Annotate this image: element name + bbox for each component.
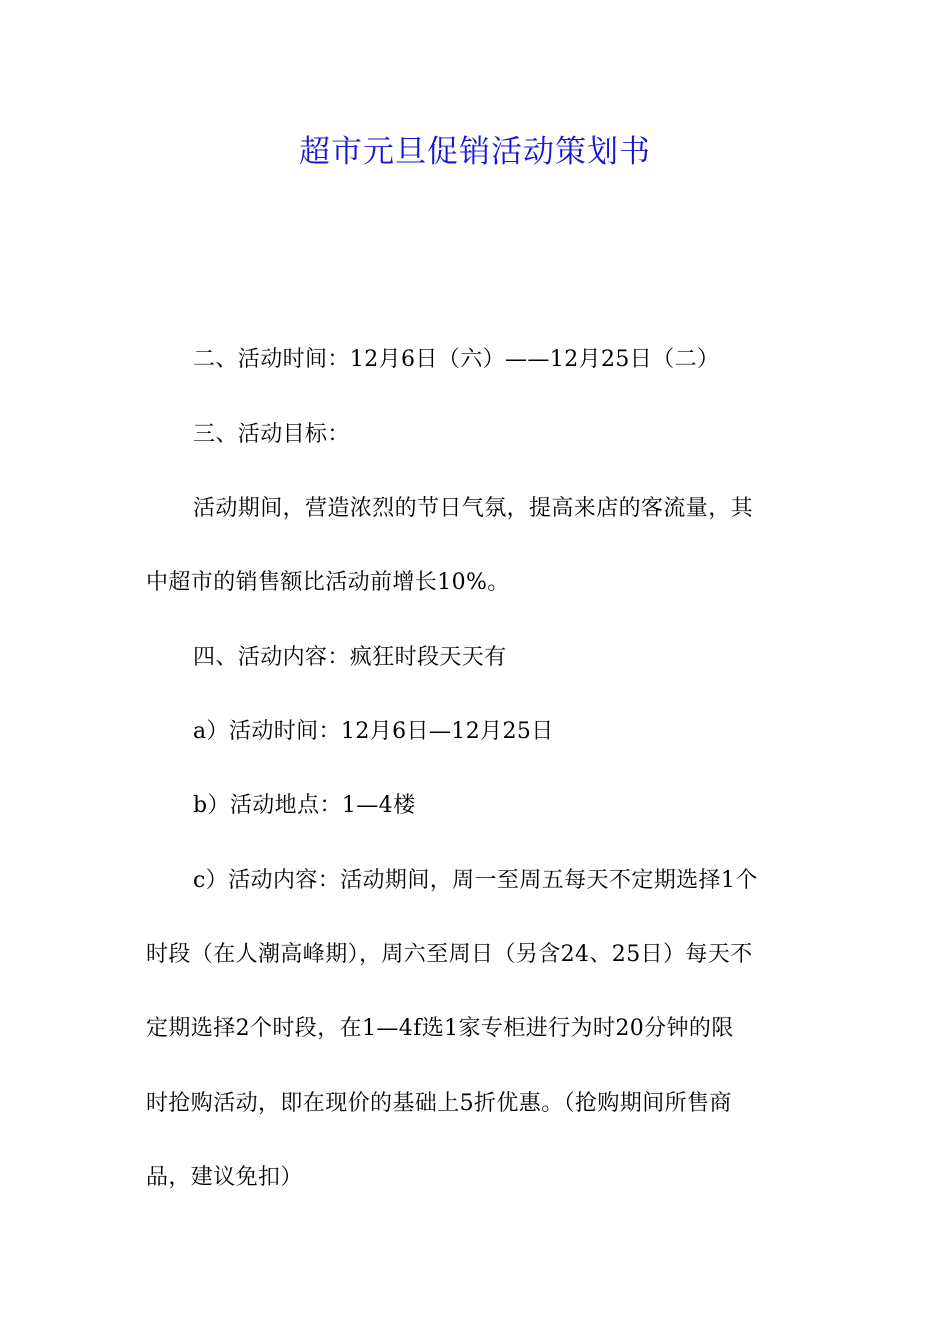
page-title: 超市元旦促销活动策划书 [299, 134, 651, 170]
item-c-line-2: 时段（在人潮高峰期），周六至周日（另含24、25日）每天不 [146, 942, 753, 967]
item-c-line-4: 时抢购活动，即在现价的基础上5折优惠。（抢购期间所售商 [146, 1091, 732, 1116]
item-a-activity-time: a）活动时间：12月6日—12月25日 [193, 719, 554, 744]
goal-paragraph-line-1: 活动期间，营造浓烈的节日气氛，提高来店的客流量，其 [193, 496, 754, 521]
item-b-activity-location: b）活动地点：1—4楼 [193, 793, 416, 818]
goal-paragraph-line-2: 中超市的销售额比活动前增长10%。 [146, 570, 510, 595]
item-c-line-5: 品，建议免扣） [146, 1165, 303, 1190]
item-c-line-3: 定期选择2个时段，在1—4f选1家专柜进行为时20分钟的限 [146, 1016, 734, 1041]
section-activity-goal-heading: 三、活动目标： [193, 422, 350, 447]
section-activity-time: 二、活动时间：12月6日（六）——12月25日（二） [193, 347, 720, 372]
section-activity-content-heading: 四、活动内容：疯狂时段天天有 [193, 645, 507, 670]
item-c-line-1: c）活动内容：活动期间，周一至周五每天不定期选择1个 [193, 868, 758, 893]
